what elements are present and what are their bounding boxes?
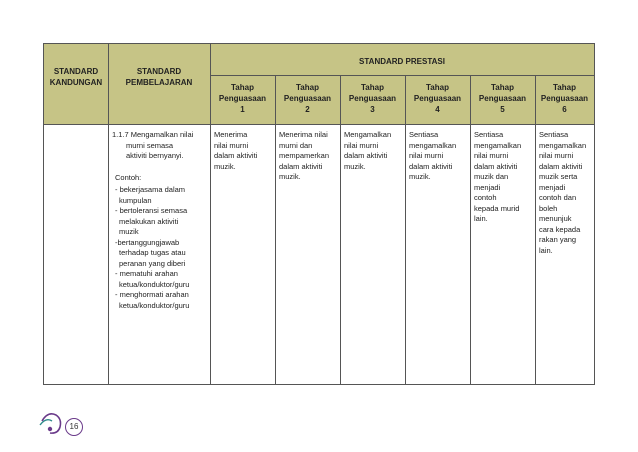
list-item: ketua/konduktor/guru [119, 279, 190, 289]
list-item: terhadap tugas atau [119, 248, 186, 257]
list-item: - mematuhi arahan [115, 269, 178, 278]
list-item: -bertanggungjawab [115, 237, 180, 247]
prestasi-tahap-4: Sentiasa mengamalkan nilai murni dalam aktiviti muzik. [409, 130, 457, 181]
contoh-label: Contoh: [115, 172, 142, 182]
list-item: ketua/konduktor/guru [119, 300, 190, 310]
header-standard-prestasi: STANDARD PRESTASI [359, 57, 445, 66]
header-standard-kandungan: STANDARD KANDUNGAN [49, 67, 103, 87]
prestasi-tahap-2: Menerima nilai murni dan mempamerkan dalam aktiviti muzik. [279, 130, 330, 181]
pembelajaran-title-line: aktiviti bernyanyi. [126, 151, 184, 160]
list-item: muzik [119, 227, 139, 236]
pembelajaran-cell [112, 130, 208, 311]
pembelajaran-title-line: murni semasa [126, 140, 174, 150]
header-tahap-1: Tahap Penguasaan 1 [218, 83, 267, 114]
prestasi-tahap-3: Mengamalkan nilai murni dalam aktiviti muzik. [344, 130, 392, 171]
header-tahap-6: Tahap Penguasaan 6 [540, 83, 589, 114]
list-item: - menghormati arahan [115, 290, 189, 299]
list-item: melakukan aktiviti [119, 216, 179, 226]
header-tahap-5: Tahap Penguasaan 5 [478, 83, 527, 114]
prestasi-tahap-1: Menerima nilai murni dalam aktiviti muzik. [214, 130, 258, 171]
header-tahap-2: Tahap Penguasaan 2 [283, 83, 332, 114]
header-standard-pembelajaran: STANDARD PEMBELAJARAN [125, 67, 193, 87]
list-item: - bekerjasama dalam [115, 185, 186, 194]
standards-table [43, 43, 595, 385]
header-tahap-3: Tahap Penguasaan 3 [348, 83, 397, 114]
page-number: 16 [65, 418, 83, 436]
list-item: peranan yang diberi [119, 258, 186, 268]
pembelajaran-title-line: 1.1.7 Mengamalkan nilai [112, 130, 194, 139]
list-item: - bertoleransi semasa [115, 206, 188, 215]
header-tahap-4: Tahap Penguasaan 4 [413, 83, 462, 114]
prestasi-tahap-6: Sentiasa mengamalkan nilai murni dalam aktiviti muzik serta menjadi contoh dan boleh menunjuk cara kepada rakan yang lain. [539, 130, 587, 255]
prestasi-tahap-5: Sentiasa mengamalkan nilai murni dalam aktiviti muzik dan menjadi contoh kepada murid lain. [474, 130, 522, 223]
list-item: kumpulan [119, 195, 152, 205]
